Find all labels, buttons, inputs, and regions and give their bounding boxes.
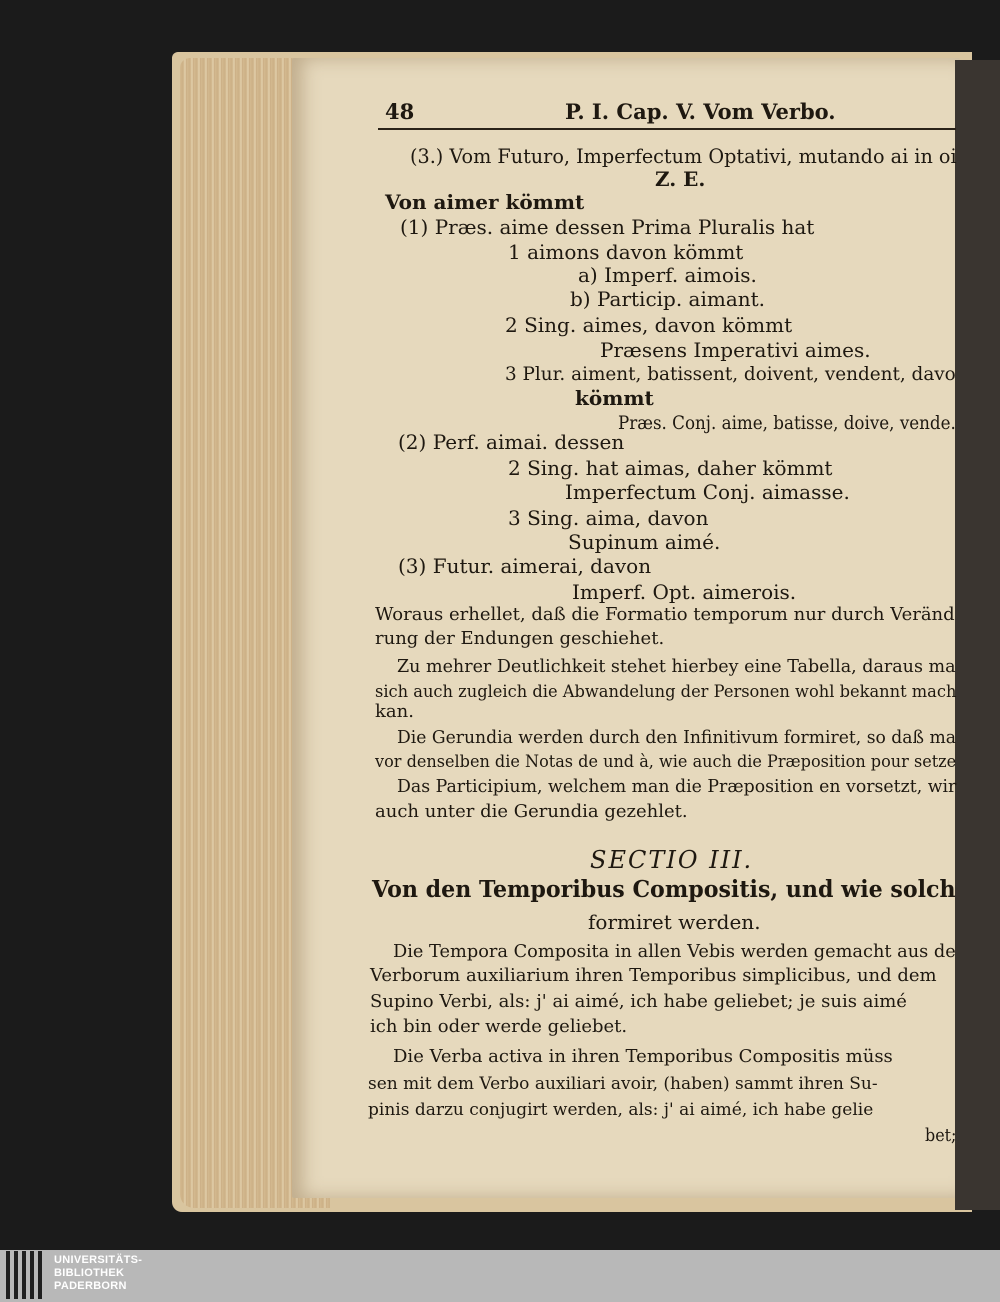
text-line: b) Particip. aimant. bbox=[570, 287, 766, 311]
text-line: Præs. Conj. aime, batisse, doive, vende. bbox=[618, 412, 956, 434]
text-line: pinis darzu conjugirt werden, als: j' ai aimé, ich habe gelie bbox=[368, 1100, 874, 1120]
text-line: Imperf. Opt. aimerois. bbox=[572, 580, 797, 604]
text-line: (1) Præs. aime dessen Prima Pluralis hat bbox=[400, 215, 815, 239]
text-line: Imperfectum Conj. aimasse. bbox=[565, 480, 850, 504]
header-rule bbox=[378, 128, 956, 130]
text-line: Supinum aimé. bbox=[568, 530, 721, 554]
text-line: (3.) Vom Futuro, Imperfectum Optativi, mutando ai in oi bbox=[410, 144, 957, 168]
text-line: ich bin oder werde geliebet. bbox=[370, 1016, 628, 1037]
text-line: 3 Sing. aima, davon bbox=[508, 506, 709, 530]
text-line: auch unter die Gerundia gezehlet. bbox=[375, 801, 688, 822]
text-line: Die Tempora Composita in allen Vebis werden gemacht aus de bbox=[393, 941, 956, 962]
library-name-line2: BIBLIOTHEK bbox=[54, 1267, 125, 1279]
text-line: 3 Plur. aiment, batissent, doivent, vendent, davo bbox=[505, 363, 956, 385]
text-line: Zu mehrer Deutlichkeit stehet hierbey eine Tabella, daraus ma bbox=[397, 656, 956, 677]
text-line: 2 Sing. hat aimas, daher kömmt bbox=[508, 456, 833, 480]
section-heading: SECTIO III. bbox=[590, 846, 754, 874]
text-line: rung der Endungen geschiehet. bbox=[375, 628, 665, 649]
text-line: (2) Perf. aimai. dessen bbox=[398, 430, 625, 454]
text-line: kan. bbox=[375, 701, 414, 722]
text-line: (3) Futur. aimerai, davon bbox=[398, 554, 652, 578]
facing-page-edge bbox=[955, 60, 1000, 1210]
text-line: Præsens Imperativi aimes. bbox=[600, 338, 871, 362]
text-line: sen mit dem Verbo auxiliari avoir, (haben) sammt ihren Su- bbox=[368, 1074, 878, 1094]
text-line: kömmt bbox=[575, 386, 654, 410]
page-number: 48 bbox=[385, 99, 415, 124]
text-line: sich auch zugleich die Abwandelung der Personen wohl bekannt mach bbox=[375, 682, 957, 702]
text-line: 1 aimons davon kömmt bbox=[508, 240, 744, 264]
text-line: bet; bbox=[925, 1125, 957, 1146]
text-line: vor denselben die Notas de und à, wie auch die Præposition pour setze bbox=[375, 752, 957, 772]
library-name-line1: UNIVERSITÄTS- bbox=[54, 1254, 143, 1266]
text-line: Z. E. bbox=[655, 167, 706, 191]
text-line: Verborum auxiliarium ihren Temporibus simplicibus, und dem bbox=[370, 965, 937, 986]
library-name-line3: PADERBORN bbox=[54, 1280, 127, 1292]
text-line: 2 Sing. aimes, davon kömmt bbox=[505, 313, 793, 337]
text-line: Woraus erhellet, daß die Formatio temporum nur durch Veränd bbox=[375, 604, 955, 625]
running-title: P. I. Cap. V. Vom Verbo. bbox=[565, 99, 836, 124]
text-line: Supino Verbi, als: j' ai aimé, ich habe geliebet; je suis aimé bbox=[370, 991, 907, 1012]
footer-bar bbox=[0, 1250, 1000, 1302]
text-line: Die Gerundia werden durch den Infinitivum formiret, so daß ma bbox=[397, 727, 956, 748]
library-logo-icon bbox=[4, 1251, 44, 1299]
section-title-cont: formiret werden. bbox=[588, 910, 761, 934]
text-line: Von aimer kömmt bbox=[385, 190, 585, 214]
text-line: Das Participium, welchem man die Præposition en vorsetzt, wir bbox=[397, 776, 957, 797]
section-title: Von den Temporibus Compositis, und wie solch bbox=[372, 876, 956, 903]
text-line: a) Imperf. aimois. bbox=[578, 263, 757, 287]
text-line: Die Verba activa in ihren Temporibus Compositis müss bbox=[393, 1046, 893, 1067]
